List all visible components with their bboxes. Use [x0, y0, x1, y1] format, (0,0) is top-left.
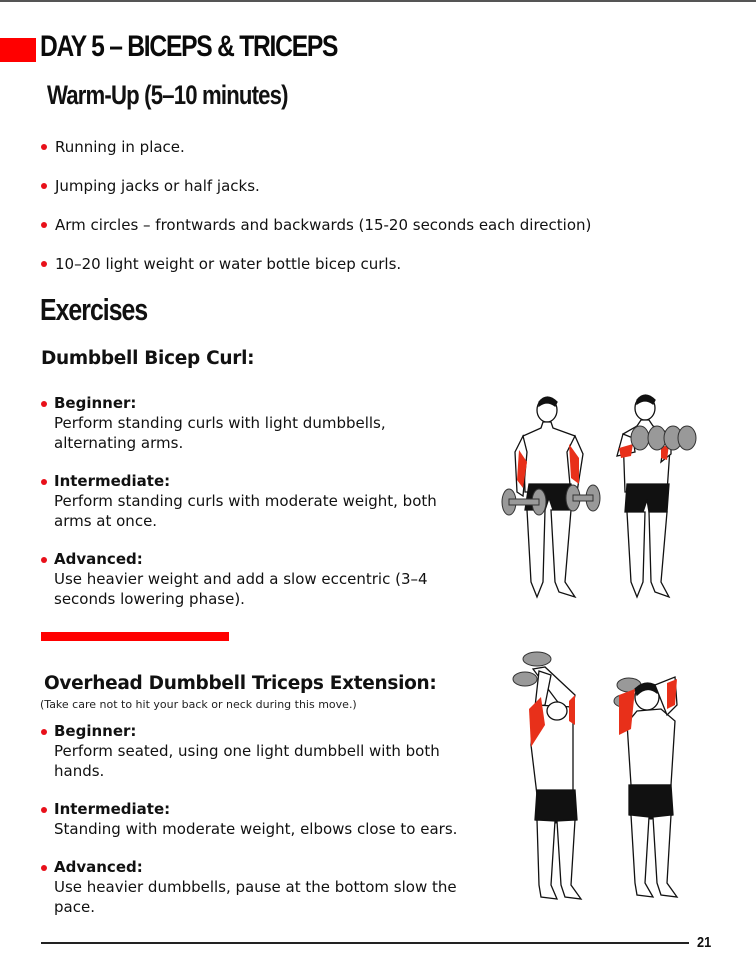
exercise-levels: [40, 393, 470, 609]
footer-rule: [41, 942, 689, 944]
level-item: Intermediate: Standing with moderate weight, elbows close to ears.: [40, 799, 480, 839]
bullet-icon: [41, 144, 47, 150]
bicep-curl-illustration: [495, 392, 705, 607]
level-item: Advanced: Use heavier dumbbells, pause at the bottom slow the pace.: [40, 857, 480, 917]
exercises-heading: Exercises: [40, 292, 148, 327]
level-item: Beginner: Perform seated, using one light dumbbell with both hands.: [40, 721, 480, 781]
page-title: DAY 5 – BICEPS & TRICEPS: [40, 30, 338, 63]
title-accent-bar: [0, 38, 36, 62]
bullet-icon: [41, 729, 47, 735]
triceps-extension-illustration: [495, 645, 705, 905]
bullet-icon: [41, 401, 47, 407]
exercise-levels: [40, 721, 480, 917]
bullet-icon: [41, 557, 47, 563]
level-item: Advanced: Use heavier weight and add a slow eccentric (3–4 seconds lowering phase).: [40, 549, 470, 609]
list-item: Jumping jacks or half jacks.: [40, 175, 591, 214]
warmup-list: [40, 136, 591, 292]
exercise-note: (Take care not to hit your back or neck during this move.): [40, 698, 357, 711]
bullet-icon: [41, 807, 47, 813]
bullet-icon: [41, 183, 47, 189]
bullet-icon: [41, 222, 47, 228]
level-item: Intermediate: Perform standing curls with moderate weight, both arms at once.: [40, 471, 470, 531]
bullet-icon: [41, 261, 47, 267]
list-item: Running in place.: [40, 136, 591, 175]
top-border: [0, 0, 756, 2]
list-item: 10–20 light weight or water bottle bicep curls.: [40, 253, 591, 292]
exercise-title: Overhead Dumbbell Triceps Extension:: [44, 673, 437, 694]
section-divider: [41, 632, 229, 641]
list-item: Arm circles – frontwards and backwards (15-20 seconds each direction): [40, 214, 591, 253]
level-item: Beginner: Perform standing curls with light dumbbells, alternating arms.: [40, 393, 470, 453]
bullet-icon: [41, 865, 47, 871]
exercise-title: Dumbbell Bicep Curl:: [41, 348, 255, 369]
page-number: 21: [697, 934, 712, 951]
warmup-heading: Warm-Up (5–10 minutes): [47, 80, 288, 110]
bullet-icon: [41, 479, 47, 485]
